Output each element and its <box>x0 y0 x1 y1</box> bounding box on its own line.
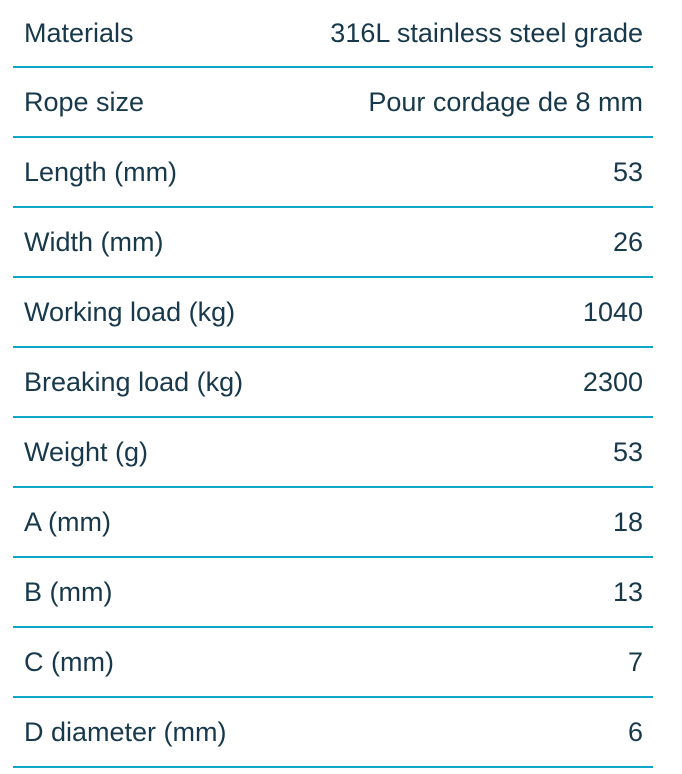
table-row <box>13 278 653 348</box>
table-row <box>13 628 653 698</box>
spec-label: Breaking load (kg) <box>24 366 244 397</box>
spec-value: 1040 <box>582 296 643 327</box>
spec-value: 7 <box>627 646 643 677</box>
table-row <box>13 558 653 628</box>
spec-label: Length (mm) <box>24 156 178 187</box>
spec-label: Weight (g) <box>24 436 149 467</box>
table-row <box>13 488 653 558</box>
table-row <box>13 0 653 68</box>
spec-value: 53 <box>612 156 643 187</box>
spec-label: B (mm) <box>24 576 113 607</box>
spec-value: 53 <box>612 436 643 467</box>
spec-label: D diameter (mm) <box>24 716 227 747</box>
spec-value: 18 <box>612 506 643 537</box>
spec-value: 6 <box>627 716 643 747</box>
spec-label: Materials <box>24 17 134 48</box>
table-row <box>13 138 653 208</box>
spec-value: 2300 <box>582 366 643 397</box>
table-row <box>13 698 653 768</box>
specifications-table <box>13 0 653 768</box>
spec-label: A (mm) <box>24 506 111 537</box>
spec-value: Pour cordage de 8 mm <box>368 86 643 117</box>
table-row <box>13 68 653 138</box>
spec-label: Rope size <box>24 86 145 117</box>
table-row <box>13 348 653 418</box>
table-row <box>13 208 653 278</box>
spec-label: C (mm) <box>24 646 114 677</box>
spec-value: 13 <box>612 576 643 607</box>
spec-label: Width (mm) <box>24 226 164 257</box>
spec-value: 316L stainless steel grade <box>330 17 643 48</box>
spec-label: Working load (kg) <box>24 296 236 327</box>
table-row <box>13 418 653 488</box>
spec-value: 26 <box>612 226 643 257</box>
